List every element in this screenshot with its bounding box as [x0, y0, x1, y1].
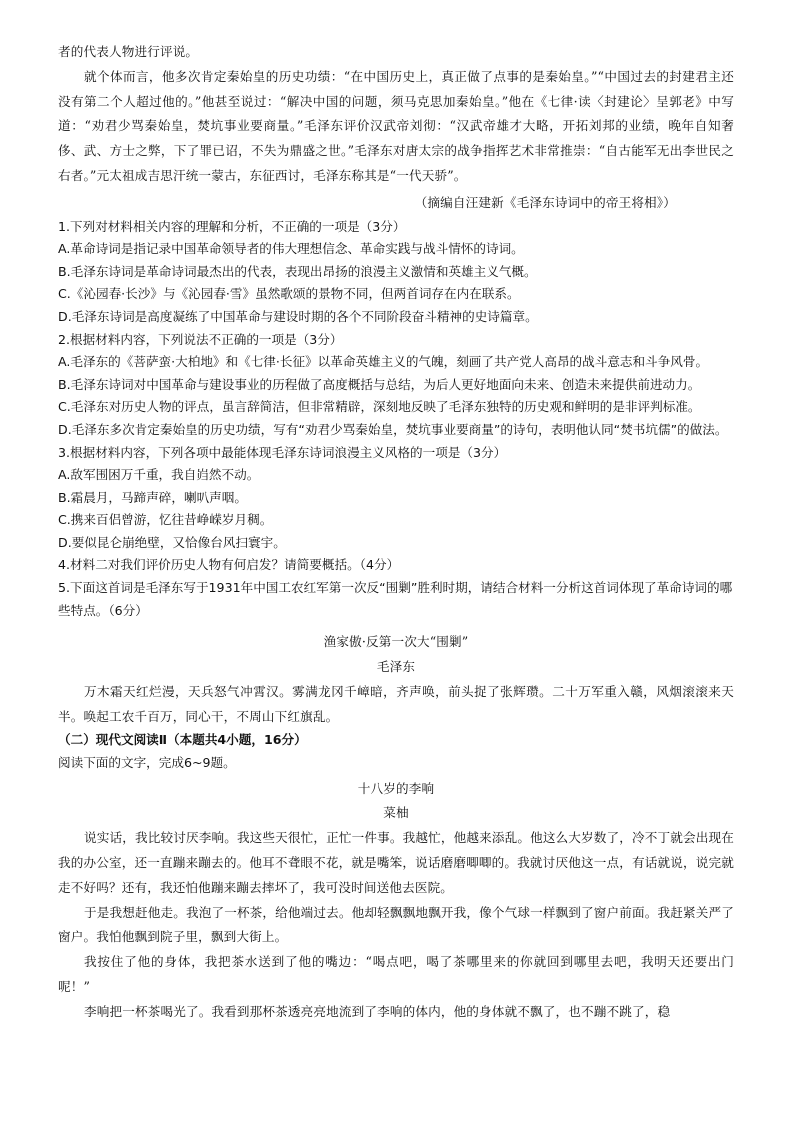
question-2-stem: 2.根据材料内容，下列说法不正确的一项是（3分） [58, 331, 343, 347]
source-citation: （摘编自汪建新《毛泽东诗词中的帝王将相》） [414, 194, 676, 210]
question-3-option-b: B.霜晨月，马蹄声碎，喇叭声咽。 [58, 489, 247, 505]
question-3-option-a: A.敌军围困万千重，我自岿然不动。 [58, 467, 260, 483]
question-1-option-c: C.《沁园春·长沙》与《沁园春·雪》虽然歌颂的景物不同，但两首词存在内在联系。 [58, 286, 520, 302]
material-one-tail [58, 40, 734, 216]
question-2-option-c: C.毛泽东对历史人物的评点，虽言辞简洁，但非常精辟，深刻地反映了毛泽东独特的历史观和鲜明的是非评判标准。 [58, 399, 701, 415]
question-1-stem: 1.下列对材料相关内容的理解和分析，不正确的一项是（3分） [58, 218, 406, 234]
story-title: 十八岁的李响 [357, 780, 435, 796]
question-3-option-d: D.要似昆仑崩绝壁，又恰像台风扫寰宇。 [58, 534, 286, 550]
question-1-option-b: B.毛泽东诗词是革命诗词最杰出的代表，表现出昂扬的浪漫主义激情和英雄主义气概。 [58, 263, 537, 279]
poem-text: 万木霜天红烂漫，天兵怒气冲霄汉。雾满龙冈千嶂暗，齐声唤，前头捉了张辉瓒。二十万军重入赣，风烟滚滚来天半。唤起工农千百万，同心干，不周山下红旗乱。 [58, 683, 734, 724]
story-paragraph: 我按住了他的身体，我把茶水送到了他的嘴边：“喝点吧，喝了茶哪里来的你就回到哪里去吧，我明天还要出门呢！” [58, 954, 734, 995]
poem-author: 毛泽东 [376, 659, 416, 675]
story-paragraph: 说实话，我比较讨厌李响。我这些天很忙，正忙一件事。我越忙，他越来添乱。他这么大岁数了，冷不丁就会出现在我的办公室，还一直蹦来蹦去的。他耳不聋眼不花，就是嘴笨，说话磨磨唧唧的。我就讨厌他这一点，有话就说，说完就走不好吗？还有，我还怕他蹦来蹦去摔坏了，我可没时间送他去医院。 [58, 830, 734, 895]
question-2-option-d: D.毛泽东多次肯定秦始皇的历史功绩，写有“劝君少骂秦始皇，焚坑事业要商量”的诗句，表明他认同“焚书坑儒”的做法。 [58, 421, 728, 437]
poem [58, 630, 734, 729]
story-paragraph: 于是我想赶他走。我泡了一杯茶，给他端过去。他却轻飘飘地飘开我，像个气球一样飘到了窗户前面。我赶紧关严了窗户。我怕他飘到院子里，飘到大街上。 [58, 904, 734, 945]
story-paragraph: 李响把一杯茶喝光了。我看到那杯茶透亮亮地流到了李响的体内，他的身体就不飘了，也不蹦不跳了，稳 [84, 1003, 671, 1019]
section-two-header [58, 729, 734, 774]
question-2-option-b: B.毛泽东诗词对中国革命与建设事业的历程做了高度概括与总结，为后人更好地面向未来、创造未来提供前进动力。 [58, 376, 701, 392]
question-2-option-a: A.毛泽东的《菩萨蛮·大柏地》和《七律·长征》以革命英雄主义的气魄，刻画了共产党人高昂的战斗意志和斗争风骨。 [58, 354, 709, 370]
question-block [58, 216, 734, 623]
poem-title: 渔家傲·反第一次大“围剿” [323, 634, 469, 650]
question-4: 4.材料二对我们评价历史人物有何启发？请简要概括。（4分） [58, 557, 400, 573]
exam-page [58, 40, 734, 1025]
material-paragraph: 者的代表人物进行评说。 [58, 44, 199, 59]
material-paragraph: 就个体而言，他多次肯定秦始皇的历史功绩：“在中国历史上，真正做了点事的是秦始皇。”“中国过去的封建君主还没有第二个人超过他的。”他甚至说过：“解决中国的问题，须马克思加秦始皇。”他在《七律·读〈封建论〉呈郭老》中写道：“劝君少骂秦始皇，焚坑事业要商量。”毛泽东评价汉武帝刘彻：“汉武帝雄才大略，开拓刘邦的业绩，晚年自知奢侈、武、方士之弊，下了罪已诏，不失为鼎盛之世。”毛泽东对唐太宗的战争指挥艺术非常推崇：“自古能军无出李世民之右者。”元太祖成吉思汗统一蒙古，东征西讨，毛泽东称其是“一代天骄”。 [58, 68, 734, 183]
story-author: 菜柚 [383, 805, 409, 821]
question-3-option-c: C.携来百侣曾游，忆往昔峥嵘岁月稠。 [58, 512, 273, 528]
question-1-option-d: D.毛泽东诗词是高度凝练了中国革命与建设时期的各个不同阶段奋斗精神的史诗篇章。 [58, 308, 538, 324]
section-instruction: 阅读下面的文字，完成6~9题。 [58, 755, 236, 771]
section-heading: （二）现代文阅读Ⅱ（本题共4小题，16分） [58, 732, 307, 748]
question-5: 5.下面这首词是毛泽东写于1931年中国工农红军第一次反“围剿”胜利时期，请结合材料一分析这首词体现了革命诗词的哪些特点。（6分） [58, 580, 733, 618]
question-3-stem: 3.根据材料内容，下列各项中最能体现毛泽东诗词浪漫主义风格的一项是（3分） [58, 444, 507, 460]
story [58, 777, 734, 1025]
question-1-option-a: A.革命诗词是指记录中国革命领导者的伟大理想信念、革命实践与战斗情怀的诗词。 [58, 241, 524, 257]
